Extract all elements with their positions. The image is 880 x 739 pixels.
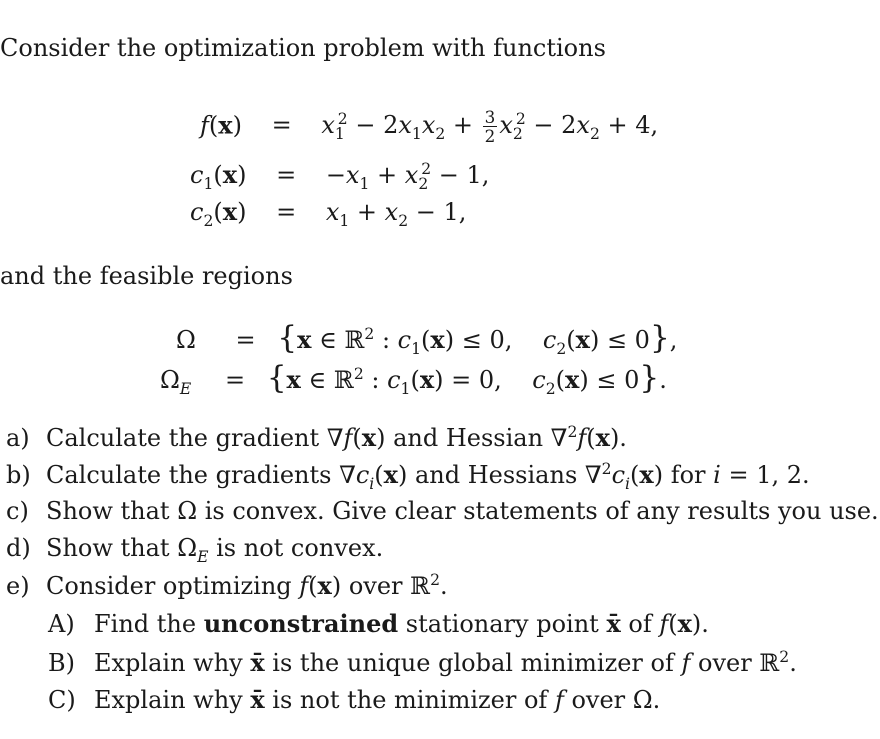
regions-intro-text: and the feasible regions — [0, 262, 293, 290]
question-label: b) — [6, 461, 31, 489]
bold-unconstrained: unconstrained — [203, 609, 399, 638]
intro-text: Consider the optimization problem with functions — [0, 34, 606, 62]
omega-definition: Ω = {x ∈ ℝ$^2$ : $c_1(x) \le 0$, $c_2(x) \le 0$}, — [176, 320, 678, 358]
subquestion-label: B) — [48, 649, 75, 677]
c2-definition: $c_2(x) = x_1 + x_2 - 1$, — [190, 197, 467, 230]
subquestion-a: A) Find the unconstrained stationary point x̄ of f(x). — [48, 609, 709, 638]
c1-definition: $c_1(x) = -x_1 + x_2^2 - 1$, — [190, 160, 490, 193]
fraction-three-halves: $\frac{3}{2}$ — [484, 107, 496, 147]
subquestion-label: C) — [48, 686, 76, 714]
question-e: e) Consider optimizing f(x) over ℝ$^2$. — [6, 571, 448, 600]
question-label: e) — [6, 572, 30, 600]
question-a: a) Calculate the gradient ∇f(x) and Hessian ∇$^2$f(x). — [6, 423, 627, 452]
question-d: d) Show that $\Omega_E$ is not convex. — [6, 534, 384, 566]
omega-e-definition: $\Omega_E = \{x$ ∈ ℝ$^2$ : $c_1(x) = 0$, $c_2(x) \le 0$}. — [160, 360, 667, 398]
question-label: a) — [6, 424, 30, 452]
f-definition: $f(x) = x_1^2 - 2x_1x_2$ + $\frac{3}{2}$ $x_2^2 - 2x_2 + 4$, — [200, 107, 659, 147]
subquestion-b: B) Explain why x̄ is the unique global minimizer of f over ℝ$^2$. — [48, 648, 797, 677]
question-label: c) — [6, 497, 29, 525]
question-label: d) — [6, 534, 31, 562]
subquestion-c: C) Explain why x̄ is not the minimizer of f over Ω. — [48, 685, 661, 714]
question-b: b) Calculate the gradients $\nabla c_i(x)$ and Hessians $\nabla^2c_i(x)$ for i = 1, 2. — [6, 460, 810, 493]
subquestion-label: A) — [48, 610, 75, 638]
question-c: c) Show that Ω is convex. Give clear statements of any results you use. — [6, 497, 879, 525]
